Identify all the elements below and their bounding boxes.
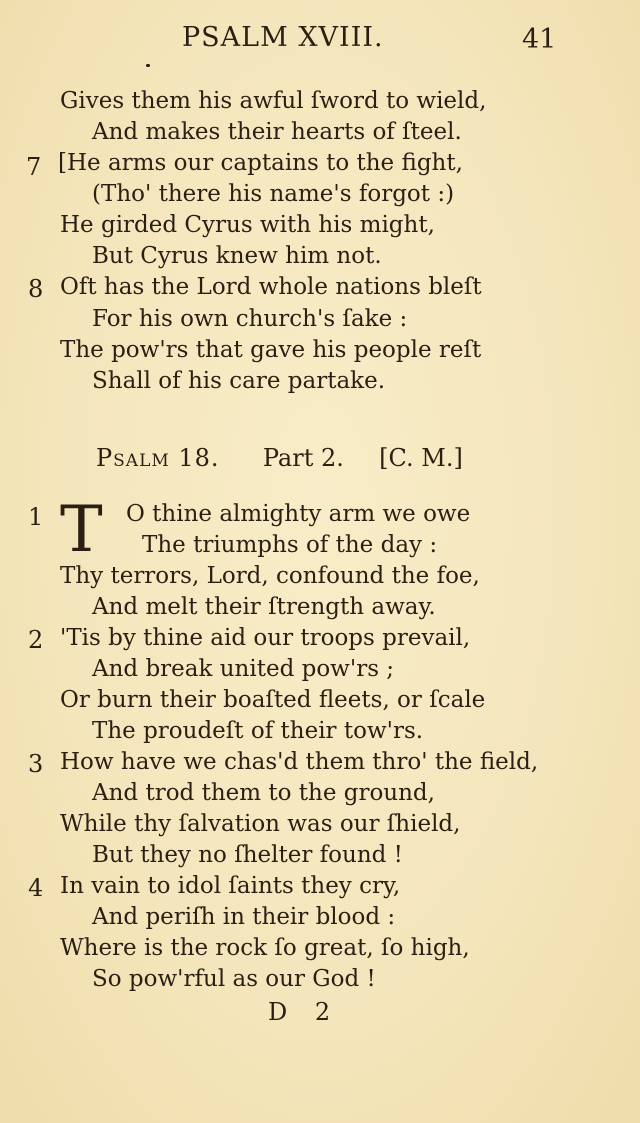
verse-line: Shall of his care partake. (92, 368, 386, 394)
verse-line: And periſh in their blood : (92, 904, 396, 930)
verse-line: 'Tis by thine aid our troops prevail, (60, 625, 471, 651)
verse-line: For his own church's ſake : (92, 306, 408, 332)
verse-number: 4 (28, 874, 44, 902)
ink-speck (146, 64, 150, 67)
verse-line: While thy ſalvation was our ſhield, (60, 811, 461, 837)
drop-cap: T (60, 493, 103, 567)
verse-line: And trod them to the ground, (92, 780, 435, 806)
verse-number: 8 (28, 275, 44, 303)
verse-line: Or burn their boaſted fleets, or ſcale (60, 687, 486, 713)
verse-line: So pow'rful as our God ! (92, 966, 376, 992)
verse-line: Gives them his awful ſword to wield, (60, 88, 487, 114)
verse-number: 2 (28, 626, 44, 654)
section-heading (96, 444, 463, 472)
verse-number: 3 (28, 750, 44, 778)
verse-line: But Cyrus knew him not. (92, 243, 382, 269)
verse-line: (Tho' there his name's forgot :) (92, 181, 455, 207)
verse-number: 1 (28, 503, 44, 531)
verse-line: The pow'rs that gave his people reſt (60, 337, 482, 363)
verse-line: Thy terrors, Lord, confound the foe, (60, 563, 480, 589)
part-label: Part 2. (262, 444, 344, 472)
signature-mark: D 2 (268, 998, 341, 1026)
verse-line: And break united pow'rs ; (92, 656, 395, 682)
verse-line: He girded Cyrus with his might, (60, 212, 435, 238)
verse-line: [He arms our captains to the fight, (58, 150, 463, 176)
verse-line: But they no ſhelter found ! (92, 842, 403, 868)
verse-number: 7 (26, 153, 42, 181)
verse-line: Oft has the Lord whole nations bleſt (60, 274, 482, 300)
verse-line: How have we chas'd them thro' the field, (60, 749, 539, 775)
verse-line: And melt their ſtrength away. (92, 594, 436, 620)
verse-line: In vain to idol ſaints they cry, (60, 873, 401, 899)
verse-line: O thine almighty arm we owe (126, 501, 471, 527)
page-number: 41 (522, 24, 557, 55)
verse-line: The proudeſt of their tow'rs. (92, 718, 424, 744)
meter-label: [C. M.] (379, 444, 463, 472)
verse-line: Where is the rock ſo great, ſo high, (60, 935, 470, 961)
running-head: PSALM XVIII. (182, 22, 384, 53)
psalm-label: Psalm 18. (96, 444, 220, 472)
verse-line: And makes their hearts of ſteel. (92, 119, 462, 145)
verse-line: The triumphs of the day : (142, 532, 438, 558)
